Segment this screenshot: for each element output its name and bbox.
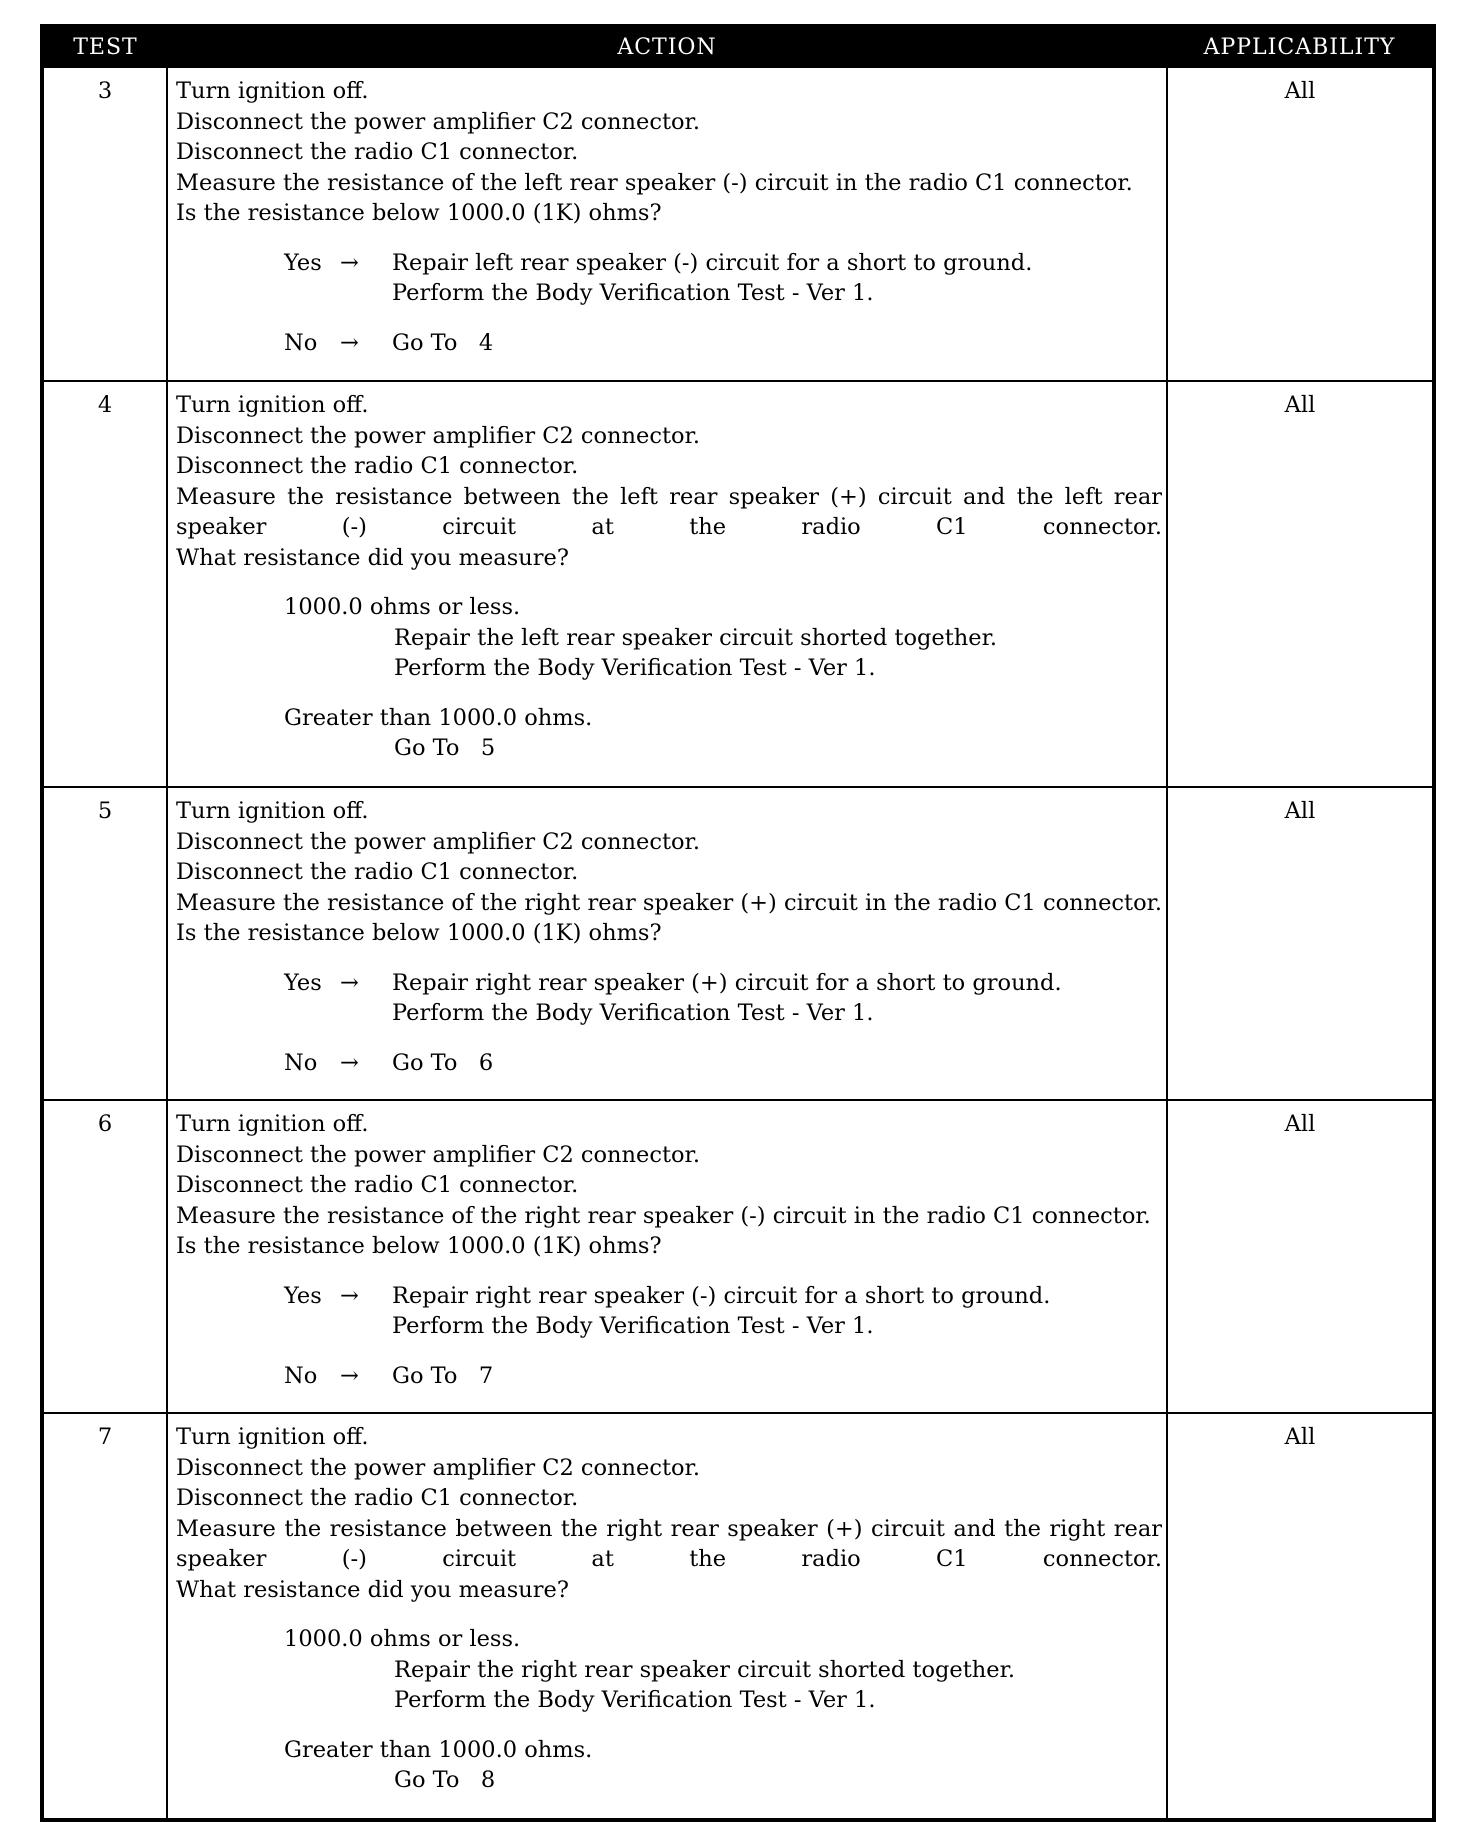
option-label: Greater than 1000.0 ohms. xyxy=(284,1736,593,1763)
no-result: Go To 7 xyxy=(392,1362,494,1389)
step-line: Turn ignition off. xyxy=(176,1111,369,1137)
test-action xyxy=(167,787,1167,1100)
no-result: Go To 4 xyxy=(392,329,494,356)
test-row-3 xyxy=(42,67,1434,381)
option-label: 1000.0 ohms or less. xyxy=(284,1626,521,1652)
test-row-5 xyxy=(42,787,1434,1100)
question-line: Is the resistance below 1000.0 (1K) ohms? xyxy=(176,1233,662,1259)
yes-label: Yes xyxy=(284,249,322,276)
diagnostic-test-table xyxy=(40,24,1436,1822)
option-label: Greater than 1000.0 ohms. xyxy=(284,704,593,731)
step-line: Measure the resistance of the right rear speaker (-) circuit in the radio C1 connector. xyxy=(176,1202,1151,1229)
step-line: Disconnect the power amplifier C2 connector. xyxy=(176,1454,700,1481)
option-result: Repair the left rear speaker circuit shorted together. xyxy=(394,624,998,651)
test-action xyxy=(167,1100,1167,1413)
result-line: Repair left rear speaker (-) circuit for a short to ground. xyxy=(392,249,1033,276)
test-applicability: All xyxy=(1167,787,1434,1100)
yes-outcome xyxy=(176,968,1162,1029)
test-number: 4 xyxy=(42,381,167,787)
step-line: Disconnect the radio C1 connector. xyxy=(176,859,579,885)
test-row-6 xyxy=(42,1100,1434,1413)
yes-label: Yes xyxy=(284,1282,322,1309)
step-line: Turn ignition off. xyxy=(176,78,369,104)
step-line: Disconnect the radio C1 connector. xyxy=(176,453,579,479)
result-line: Repair right rear speaker (+) circuit for a short to ground. xyxy=(392,969,1062,996)
step-line: Disconnect the radio C1 connector. xyxy=(176,139,579,165)
step-line: Turn ignition off. xyxy=(176,798,369,824)
no-result: Go To 6 xyxy=(392,1049,494,1076)
step-line: Disconnect the power amplifier C2 connector. xyxy=(176,1141,700,1168)
test-row-7 xyxy=(42,1413,1434,1820)
test-number: 5 xyxy=(42,787,167,1100)
table-header-row xyxy=(42,26,1434,67)
test-row-4 xyxy=(42,381,1434,787)
question-line: Is the resistance below 1000.0 (1K) ohms? xyxy=(176,920,662,946)
arrow-right-icon: → xyxy=(340,1362,359,1389)
yes-result xyxy=(392,248,1032,309)
result-line: Perform the Body Verification Test - Ver 1. xyxy=(392,1000,874,1026)
test-applicability: All xyxy=(1167,1100,1434,1413)
option-result: Perform the Body Verification Test - Ver 1. xyxy=(394,1687,876,1713)
yes-outcome xyxy=(176,248,1162,309)
arrow-right-icon: → xyxy=(340,969,359,996)
step-line: Measure the resistance between the left rear speaker (+) circuit and the left rear speaker (-) circuit at the radio C1 connector. xyxy=(176,483,1162,540)
no-outcome xyxy=(176,1048,1162,1079)
option-result: Go To 8 xyxy=(394,1767,496,1793)
header-applicability: APPLICABILITY xyxy=(1167,26,1434,67)
step-line: Disconnect the radio C1 connector. xyxy=(176,1172,579,1198)
no-label: No xyxy=(284,329,318,356)
result-line: Repair right rear speaker (-) circuit for a short to ground. xyxy=(392,1282,1051,1309)
yes-result xyxy=(392,1281,1050,1342)
arrow-right-icon: → xyxy=(340,329,359,356)
step-line: Disconnect the radio C1 connector. xyxy=(176,1485,579,1511)
step-line: Disconnect the power amplifier C2 connector. xyxy=(176,108,700,135)
no-label: No xyxy=(284,1362,318,1389)
test-applicability: All xyxy=(1167,1413,1434,1820)
option-label: 1000.0 ohms or less. xyxy=(284,594,521,620)
step-line: Measure the resistance of the right rear speaker (+) circuit in the radio C1 connector. xyxy=(176,889,1163,916)
step-line: Measure the resistance of the left rear speaker (-) circuit in the radio C1 connector. xyxy=(176,169,1133,196)
arrow-right-icon: → xyxy=(340,249,359,276)
test-number: 7 xyxy=(42,1413,167,1820)
no-outcome xyxy=(176,1361,1162,1392)
option-result: Repair the right rear speaker circuit shorted together. xyxy=(394,1656,1016,1683)
test-number: 3 xyxy=(42,67,167,381)
header-test: TEST xyxy=(42,26,167,67)
test-applicability: All xyxy=(1167,67,1434,381)
test-action xyxy=(167,381,1167,787)
no-outcome xyxy=(176,328,1162,359)
step-line: Turn ignition off. xyxy=(176,392,369,418)
yes-outcome xyxy=(176,1281,1162,1342)
result-line: Perform the Body Verification Test - Ver 1. xyxy=(392,1313,874,1339)
test-applicability: All xyxy=(1167,381,1434,787)
question-line: What resistance did you measure? xyxy=(176,1576,569,1603)
test-number: 6 xyxy=(42,1100,167,1413)
option-result: Go To 5 xyxy=(394,735,496,761)
step-line: Turn ignition off. xyxy=(176,1424,369,1450)
arrow-right-icon: → xyxy=(340,1049,359,1076)
result-line: Perform the Body Verification Test - Ver 1. xyxy=(392,280,874,306)
header-action: ACTION xyxy=(167,26,1167,67)
no-label: No xyxy=(284,1049,318,1076)
option-result: Perform the Body Verification Test - Ver 1. xyxy=(394,655,876,681)
step-line: Disconnect the power amplifier C2 connector. xyxy=(176,828,700,855)
test-action xyxy=(167,67,1167,381)
yes-label: Yes xyxy=(284,969,322,996)
question-line: Is the resistance below 1000.0 (1K) ohms? xyxy=(176,200,662,226)
test-action xyxy=(167,1413,1167,1820)
arrow-right-icon: → xyxy=(340,1282,359,1309)
step-line: Measure the resistance between the right rear speaker (+) circuit and the right rear speaker (-) circuit at the radio C1 connector. xyxy=(176,1515,1162,1572)
yes-result xyxy=(392,968,1062,1029)
step-line: Disconnect the power amplifier C2 connector. xyxy=(176,422,700,449)
question-line: What resistance did you measure? xyxy=(176,544,569,571)
